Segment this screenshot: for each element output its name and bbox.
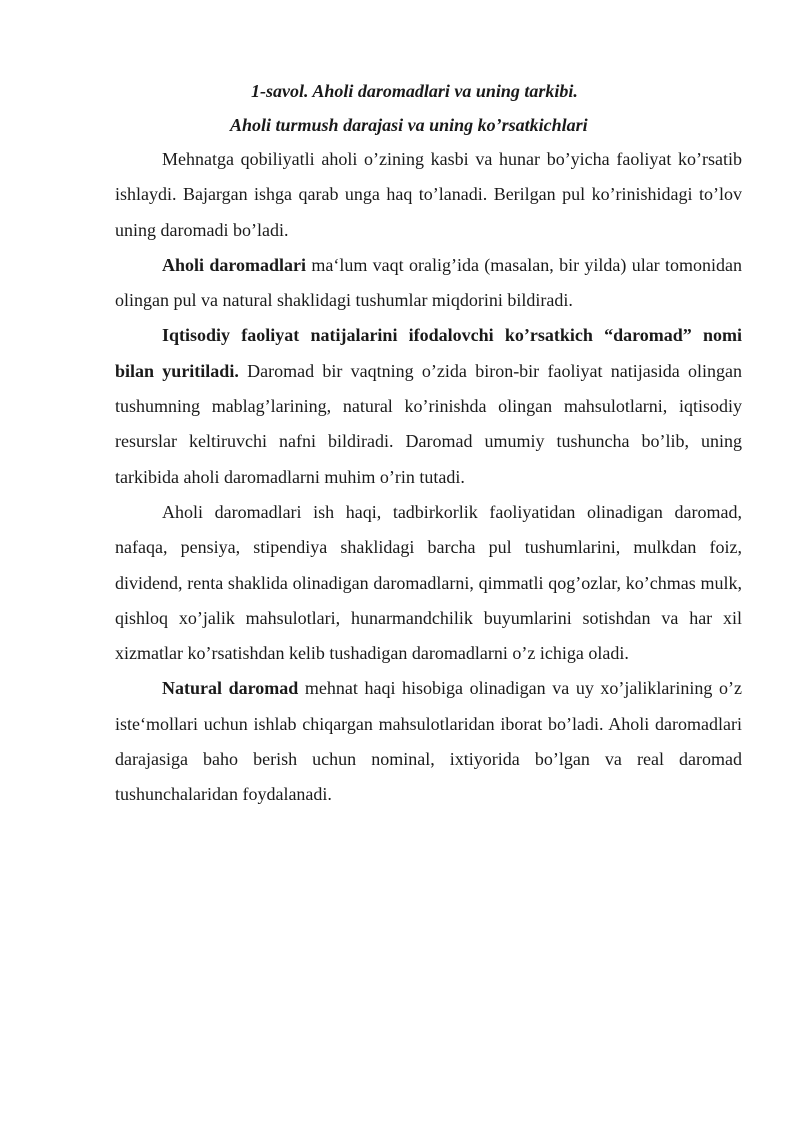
paragraph-5-text: mehnat haqi hisobiga olinadigan va uy xo’jaliklarining o’z iste‘mollari uchun ishlab chiqargan mahsulotlaridan iborat bo’ladi. Aholi daromadlari darajasiga baho berish uchun nominal, ixtiyorida bo’lgan va real daromad tushunchalaridan foydalanadi.: [115, 678, 742, 805]
paragraph-5-term: Natural daromad: [162, 678, 299, 699]
paragraph-2: [115, 248, 742, 319]
document-subtitle: Aholi turmush darajasi va uning ko’rsatkichlari: [230, 115, 588, 135]
document-title: 1-savol. Aholi daromadlari va uning tarkibi.: [251, 81, 578, 101]
paragraph-2-term: Aholi daromadlari: [162, 254, 307, 275]
paragraph-5: [115, 671, 742, 812]
paragraph-2-text: ma‘lum vaqt oralig’ida (masalan, bir yilda) ular tomonidan olingan pul va natural shaklidagi tushumlar miqdorini bildiradi.: [115, 254, 742, 311]
paragraph-3: [115, 318, 742, 494]
paragraph-3-text: Daromad bir vaqtning o’zida biron-bir faoliyat natijasida olingan tushumning mablag’larining, natural ko’rinishda olingan mahsulotlarni, iqtisodiy resurslar keltiruvchi nafni bildiradi. Daromad umumiy tushuncha bo’lib, uning tarkibida aholi daromadlarni muhim o’rin tutadi.: [115, 360, 742, 487]
document-page: [115, 74, 742, 813]
paragraph-1: [115, 142, 742, 248]
paragraph-4: [115, 495, 742, 671]
paragraph-3-term: Iqtisodiy faoliyat natijalarini ifodalovchi ko’rsatkich “daromad” nomi bilan yuritiladi.: [115, 325, 742, 381]
paragraph-4-text: Aholi daromadlari ish haqi, tadbirkorlik faoliyatidan olinadigan daromad, nafaqa, pensiya, stipendiya shaklidagi barcha pul tushumlarini, mulkdan foiz, dividend, renta shaklida olinadigan daromadlarni, qimmatli qog’ozlar, ko’chmas mulk, qishloq xo’jalik mahsulotlari, hunarmandchilik buyumlarini sotishdan va har xil xizmatlar ko’rsatishdan kelib tushadigan daromadlarni o’z ichiga oladi.: [115, 501, 742, 664]
paragraph-1-text: Mehnatga qobiliyatli aholi o’zining kasbi va hunar bo’yicha faoliyat ko’rsatib ishlaydi. Bajargan ishga qarab unga haq to’lanadi. Berilgan pul ko’rinishidagi to’lov uning daromadi bo’ladi.: [115, 149, 742, 240]
